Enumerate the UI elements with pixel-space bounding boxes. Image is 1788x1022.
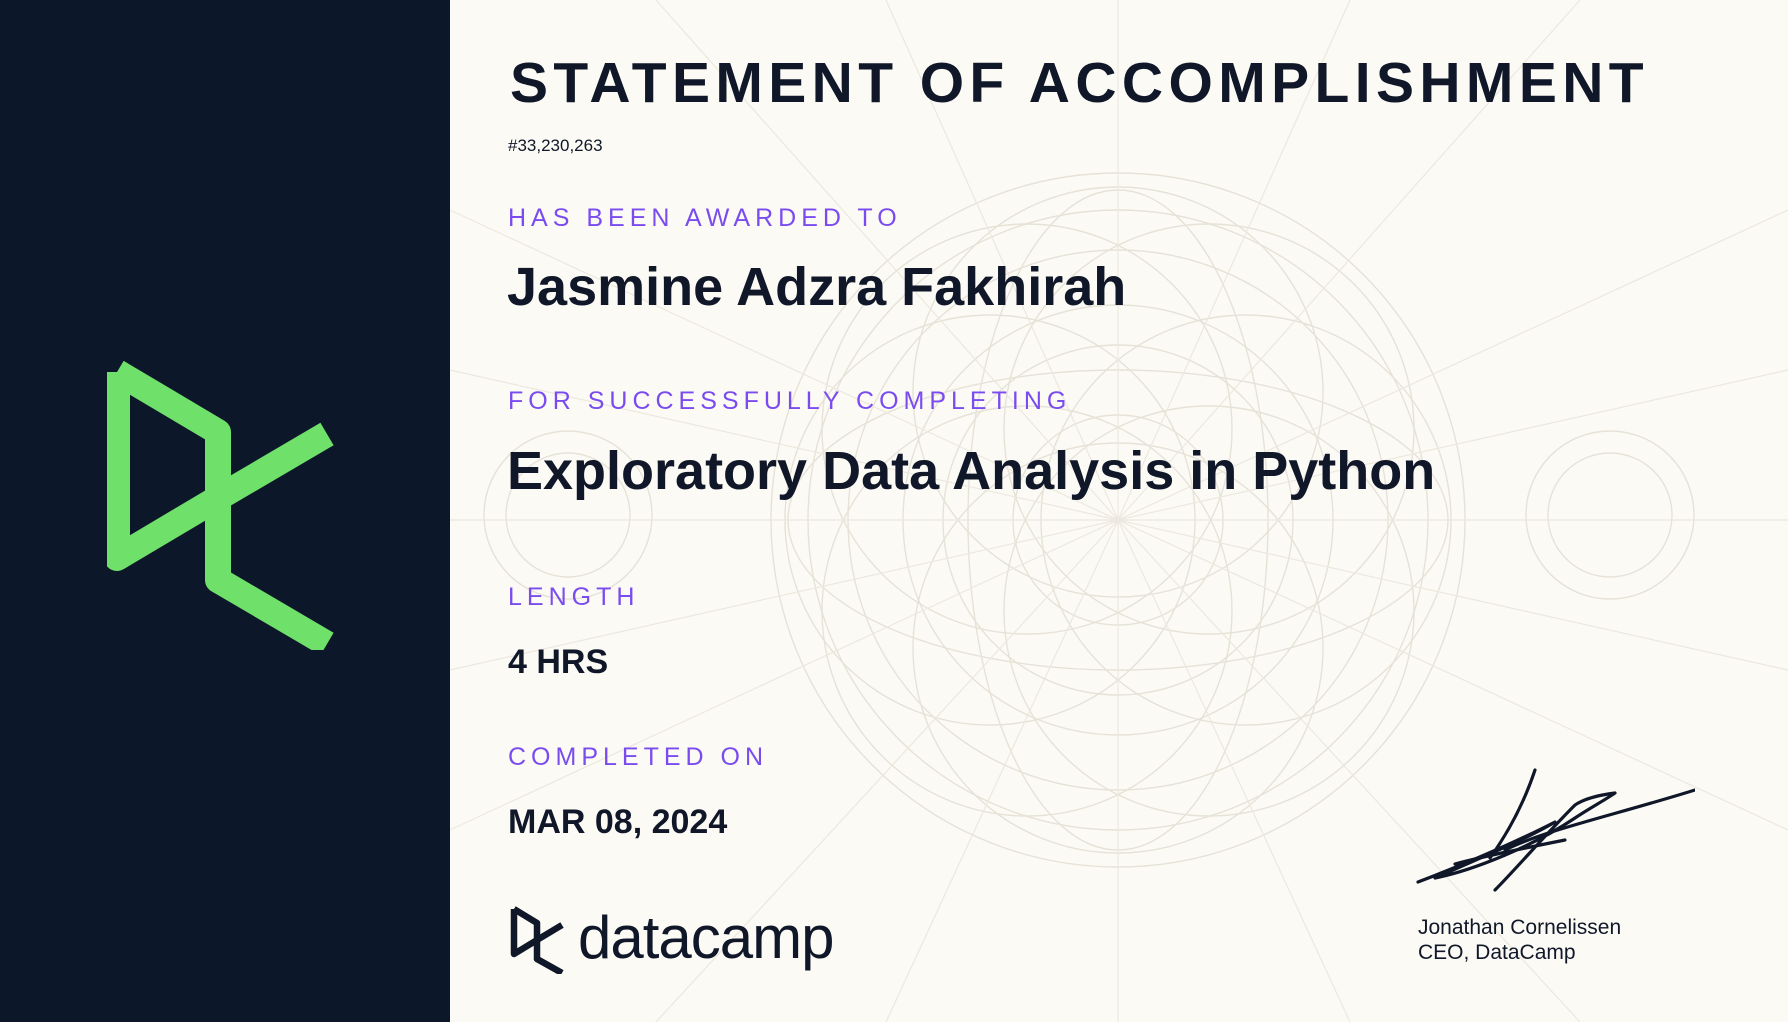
datacamp-logo-icon (107, 350, 339, 650)
brand-name: datacamp (578, 904, 834, 971)
course-title: Exploratory Data Analysis in Python (507, 441, 1436, 501)
completed-on-value: MAR 08, 2024 (508, 803, 728, 841)
signer-role: CEO, DataCamp (1418, 941, 1576, 964)
completed-on-label: COMPLETED ON (508, 743, 769, 771)
certificate-body (450, 0, 1788, 1022)
datacamp-logo-icon (510, 904, 566, 974)
length-value: 4 HRS (508, 643, 609, 681)
completing-label: FOR SUCCESSFULLY COMPLETING (508, 387, 1072, 415)
signer-name: Jonathan Cornelissen (1418, 916, 1622, 939)
certificate-number: #33,230,263 (508, 136, 603, 155)
awarded-label: HAS BEEN AWARDED TO (508, 204, 902, 232)
length-label: LENGTH (508, 583, 640, 611)
sidebar-panel (0, 0, 450, 1022)
certificate-title: STATEMENT OF ACCOMPLISHMENT (510, 51, 1650, 115)
ceo-signature (1415, 760, 1695, 900)
recipient-name: Jasmine Adzra Fakhirah (507, 257, 1127, 317)
